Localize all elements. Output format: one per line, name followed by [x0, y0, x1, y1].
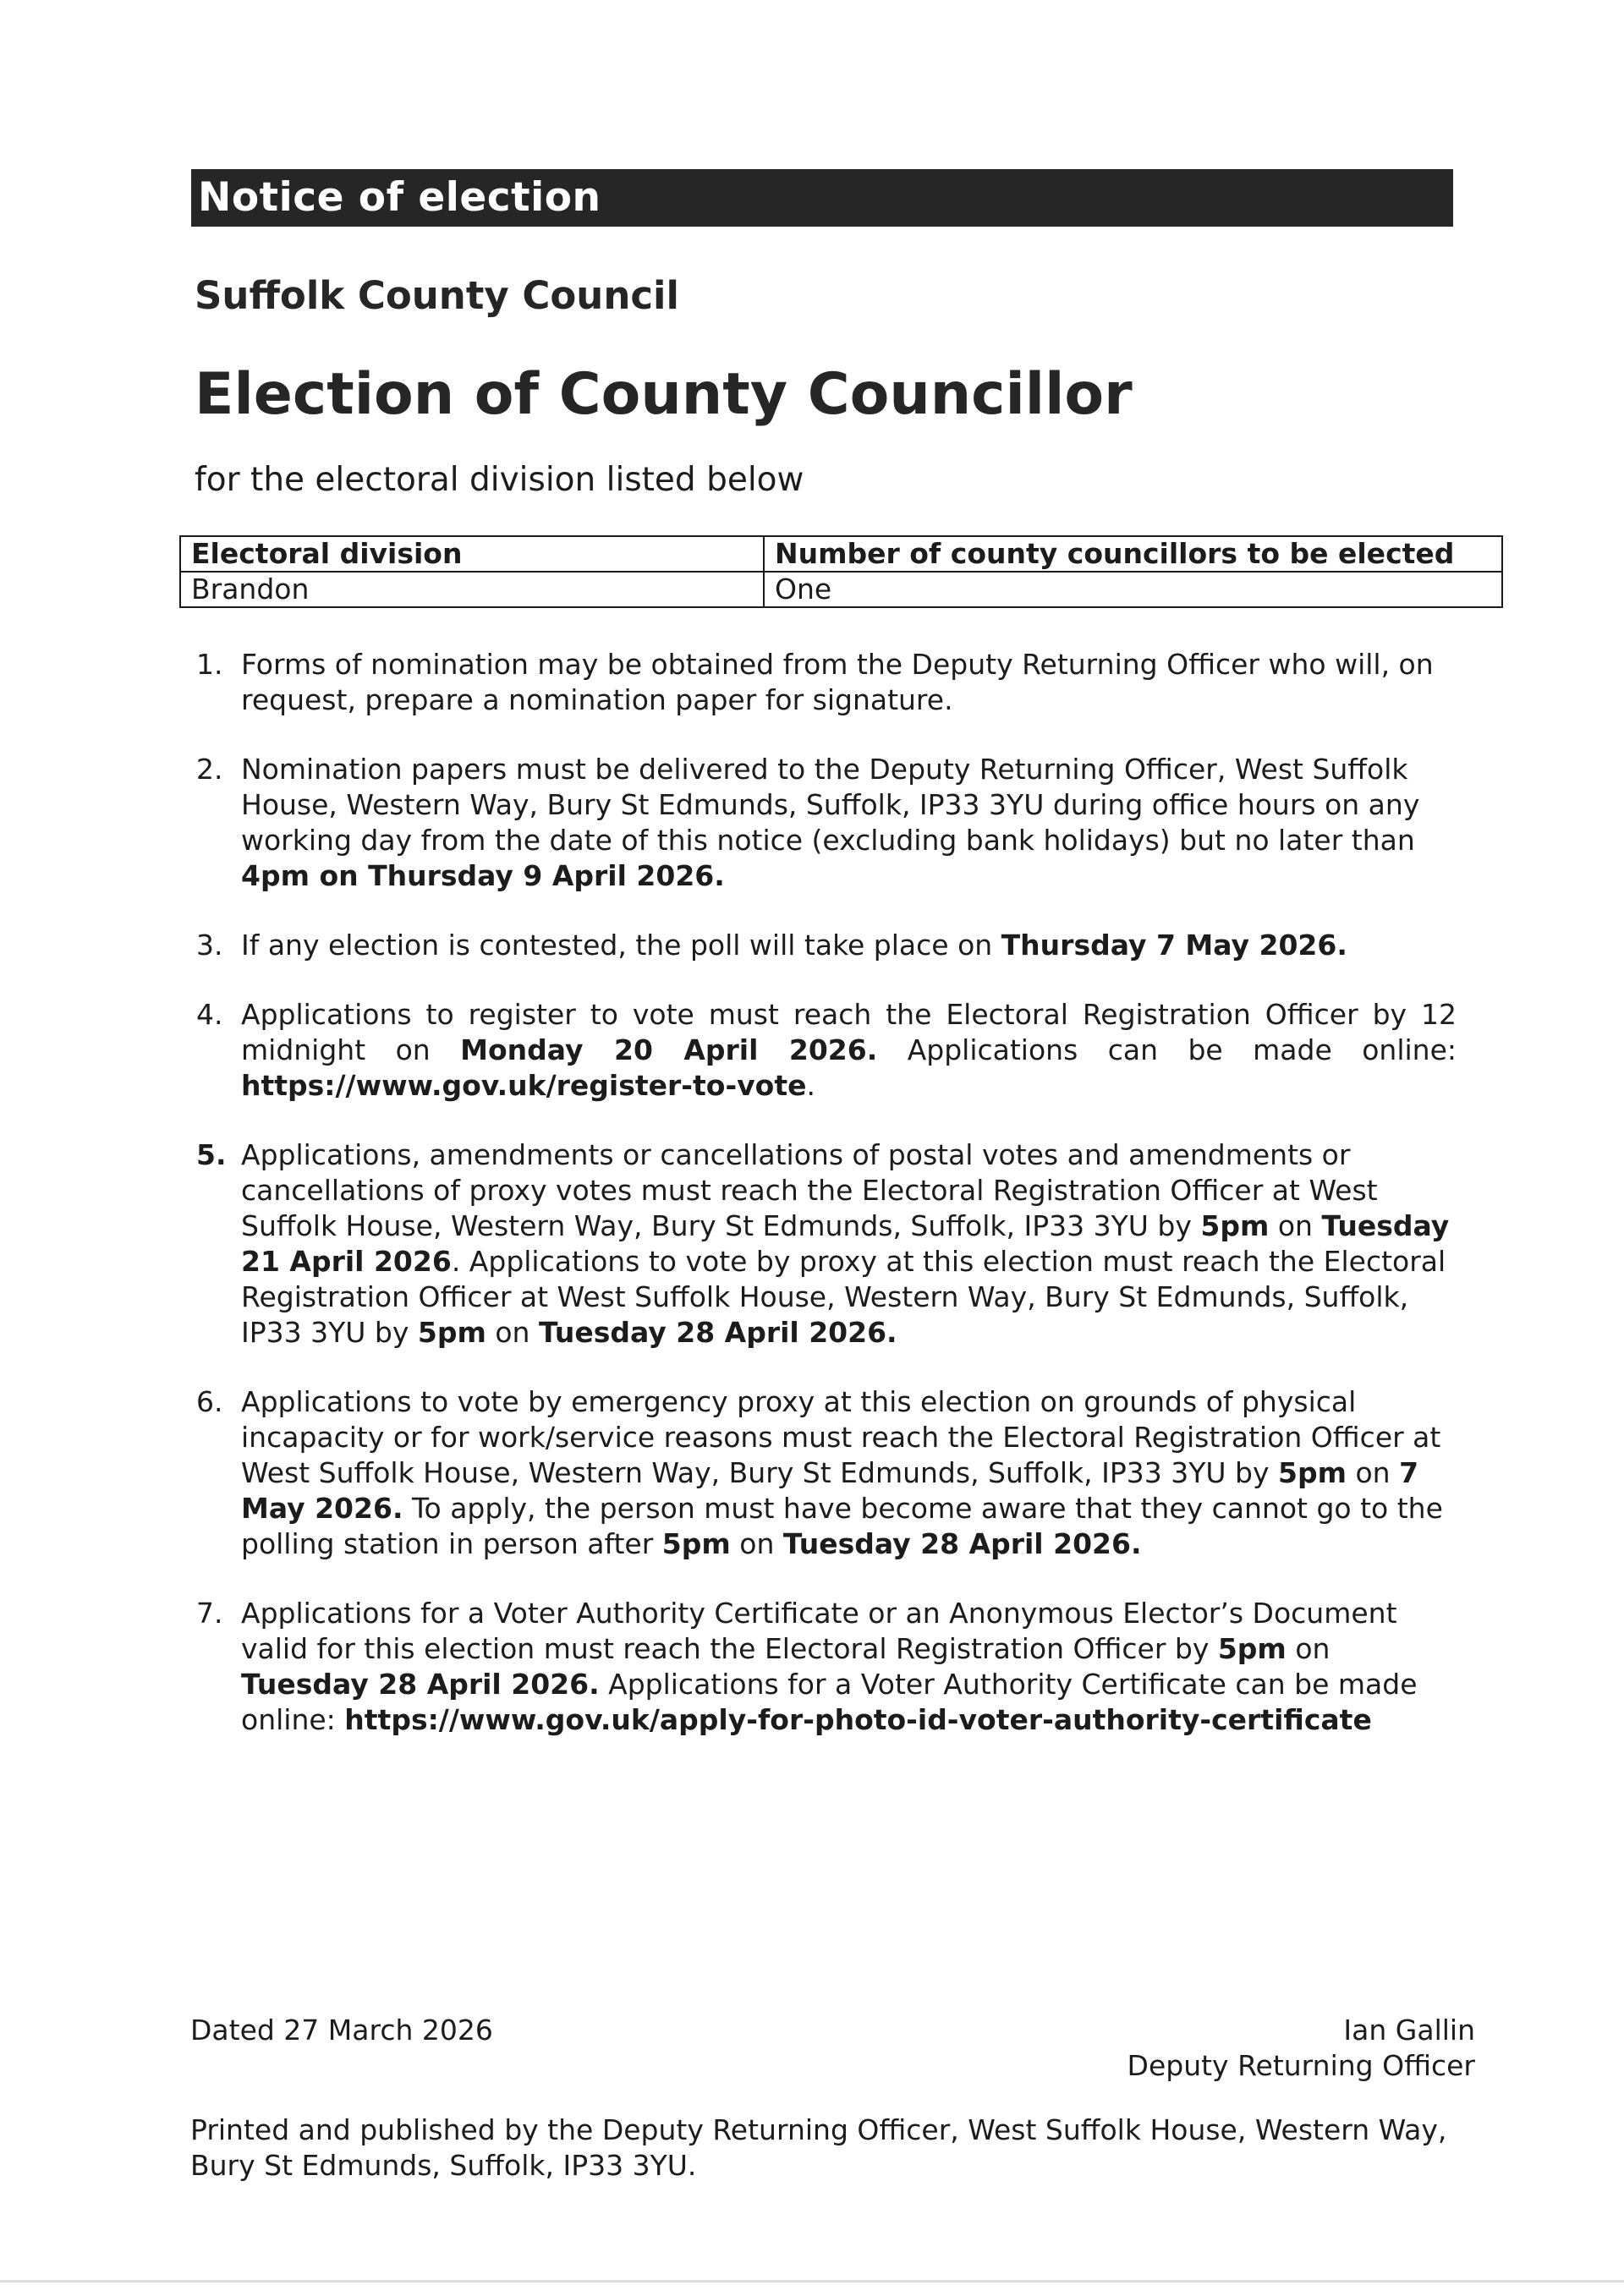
column-header-councillors-count: Number of county councillors to be elected — [764, 536, 1502, 572]
council-name: Suffolk County Council — [195, 273, 679, 318]
page-subtitle: for the electoral division listed below — [195, 461, 804, 499]
text-segment: on — [1286, 1632, 1330, 1665]
text-segment: Applications to register to vote must reach the Electoral Registration Officer by 12 midnight on — [241, 998, 1457, 1066]
item-number: 6. — [196, 1385, 223, 1418]
text-segment: . — [806, 1069, 815, 1102]
item-text — [241, 998, 1457, 1102]
emphasized-text: Tuesday 28 April 2026. — [241, 1668, 600, 1701]
text-segment: on — [730, 1527, 783, 1560]
item-text — [241, 929, 1347, 962]
emphasized-text: https://www.gov.uk/apply-for-photo-id-voter-authority-certificate — [344, 1703, 1372, 1736]
item-number: 4. — [196, 998, 223, 1031]
notice-item-7 — [196, 1596, 1457, 1738]
text-segment: . Applications to vote by proxy at this election must reach the Electoral Registration Officer at West Suffolk House, Western Way, Bury St Edmunds, Suffolk, IP33 3YU by — [241, 1245, 1446, 1349]
column-header-electoral-division: Electoral division — [180, 536, 764, 572]
imprint-text: Printed and published by the Deputy Returning Officer, West Suffolk House, Western Way, Bury St Edmunds, Suffolk, IP33 3YU. — [190, 2113, 1447, 2182]
emphasized-text: 5pm — [1200, 1209, 1270, 1242]
division-table — [179, 535, 1503, 608]
item-number: 2. — [196, 753, 223, 786]
notice-item-1 — [196, 647, 1457, 718]
table-row — [180, 572, 1502, 607]
text-segment: If any election is contested, the poll will take place on — [241, 929, 1001, 962]
scan-edge-divider — [0, 2280, 1624, 2282]
item-text — [241, 1597, 1418, 1736]
page-title: Election of County Councillor — [195, 361, 1133, 428]
councillors-count-cell: One — [764, 572, 1502, 607]
item-text — [241, 753, 1419, 892]
text-segment: on — [486, 1316, 539, 1349]
text-segment: Nomination papers must be delivered to the Deputy Returning Officer, West Suffolk House, Western Way, Bury St Edmunds, Suffolk, IP33 3YU during office hours on any working day from the date of this notice (excluding bank holidays) but no later than — [241, 753, 1420, 857]
item-text — [241, 1385, 1443, 1560]
emphasized-text: 5pm — [661, 1527, 731, 1560]
notice-item-6 — [196, 1384, 1457, 1562]
table-header-row — [180, 536, 1502, 572]
emphasized-text: Thursday 7 May 2026. — [1001, 929, 1347, 962]
emphasized-text: Tuesday 21 April 2026 — [241, 1209, 1450, 1278]
emphasized-text: 4pm on Thursday 9 April 2026. — [241, 859, 725, 892]
text-segment: To apply, the person must have become aware that they cannot go to the polling station in person after — [241, 1492, 1443, 1560]
item-text — [241, 648, 1434, 716]
emphasized-text: https://www.gov.uk/register-to-vote — [241, 1069, 807, 1102]
emphasized-text: 5pm — [417, 1316, 486, 1349]
text-segment: Applications for a Voter Authority Certificate can be made online: — [241, 1668, 1418, 1736]
text-segment: Applications, amendments or cancellations of postal votes and amendments or cancellations of proxy votes must reach the Electoral Registration Officer at West Suffolk House, Western Way, Bury St Edmunds, Suffolk, IP33 3YU by — [241, 1138, 1378, 1242]
text-segment: Applications to vote by emergency proxy at this election on grounds of physical incapacity or for work/service reasons must reach the Electoral Registration Officer at West Suffolk House, Western Way, Bury St Edmunds, Suffolk, IP33 3YU by — [241, 1385, 1441, 1489]
emphasized-text: 7 May 2026. — [241, 1456, 1419, 1525]
notice-items-list — [196, 647, 1457, 1772]
emphasized-text: Tuesday 28 April 2026. — [538, 1316, 897, 1349]
item-number: 7. — [196, 1597, 223, 1630]
text-segment: Applications for a Voter Authority Certificate or an Anonymous Elector’s Document valid for this election must reach the Electoral Registration Officer by — [241, 1597, 1397, 1665]
item-number: 5. — [196, 1138, 227, 1171]
text-segment: on — [1269, 1209, 1322, 1242]
emphasized-text: Tuesday 28 April 2026. — [782, 1527, 1142, 1560]
notice-banner — [191, 169, 1453, 227]
item-text — [241, 1138, 1449, 1349]
dated-line: Dated 27 March 2026 — [190, 2014, 493, 2047]
notice-item-4 — [196, 997, 1457, 1104]
emphasized-text: 5pm — [1277, 1456, 1347, 1489]
signatory-title: Deputy Returning Officer — [1127, 2049, 1475, 2082]
emphasized-text: 5pm — [1217, 1632, 1287, 1665]
text-segment: Applications can be made online: — [877, 1033, 1457, 1066]
division-name-cell: Brandon — [180, 572, 764, 607]
text-segment: Forms of nomination may be obtained from the Deputy Returning Officer who will, on request, prepare a nomination paper for signature. — [241, 648, 1434, 716]
notice-item-5 — [196, 1137, 1457, 1351]
item-number: 3. — [196, 929, 223, 962]
signatory-name: Ian Gallin — [1343, 2014, 1475, 2047]
item-number: 1. — [196, 648, 223, 681]
banner-title: Notice of election — [198, 174, 601, 221]
text-segment: on — [1346, 1456, 1400, 1489]
notice-item-3 — [196, 928, 1457, 963]
signatory-block — [1127, 2013, 1475, 2084]
notice-item-2 — [196, 752, 1457, 894]
emphasized-text: Monday 20 April 2026. — [460, 1033, 878, 1066]
